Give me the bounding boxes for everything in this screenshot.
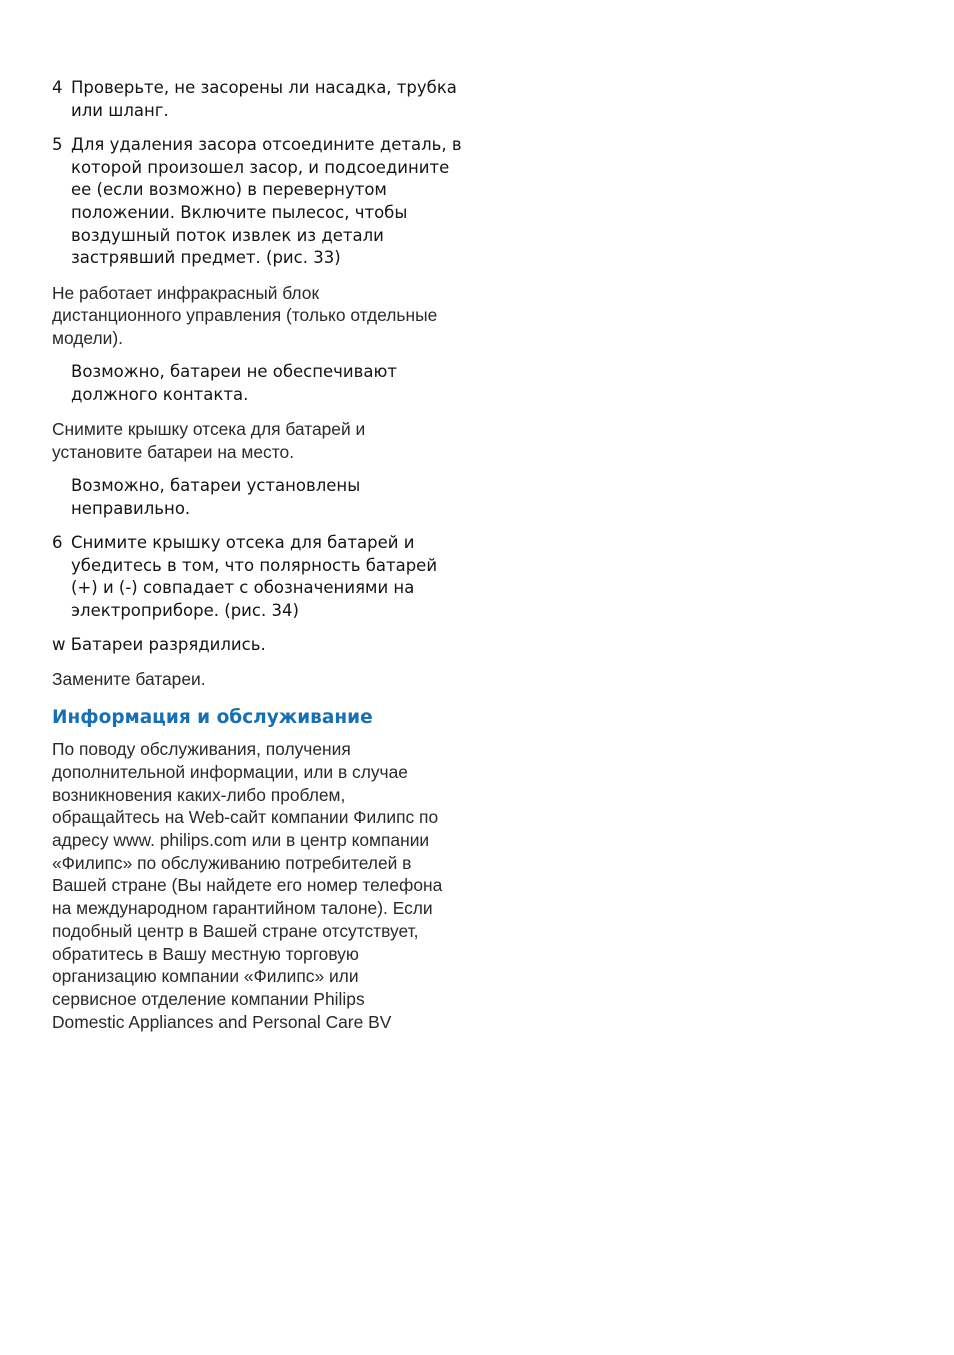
- problem-text: [52, 282, 462, 350]
- problem-line: дистанционного управления (только отдельные: [52, 305, 438, 326]
- body-line: возникновения каких-либо проблем,: [52, 784, 346, 805]
- solution-line: Снимите крышку отсека для батарей и: [52, 419, 366, 440]
- problem-line: модели).: [52, 328, 123, 349]
- step-number: 6: [52, 532, 63, 552]
- body-line: адресу www. philips.com или в центр компании: [52, 829, 430, 850]
- body-line: дополнительной информации, или в случае: [52, 761, 408, 782]
- step-line: убедитесь в том, что полярность батарей: [71, 555, 438, 575]
- solution-1: [52, 418, 462, 463]
- body-line: сервисное отделение компании Philips: [52, 988, 365, 1009]
- body-line: на международном гарантийном талоне). Если: [52, 898, 433, 919]
- body-line: организацию компании «Филипс» или: [52, 966, 359, 987]
- body-line: Вашей стране (Вы найдете его номер телефона: [52, 875, 443, 896]
- solution-line: установите батареи на место.: [52, 441, 295, 462]
- cause-1: [71, 361, 462, 406]
- step-number: 4: [52, 78, 63, 97]
- cause-line: должного контакта.: [71, 384, 249, 404]
- step-text: [71, 532, 462, 623]
- manual-page: [52, 77, 462, 1033]
- body-line: обратитесь в Вашу местную торговую: [52, 943, 359, 964]
- body-line: «Филипс» по обслуживанию потребителей в: [52, 852, 412, 873]
- step-number: 5: [52, 134, 63, 154]
- cause-line: Возможно, батареи установлены: [71, 476, 361, 496]
- step-4: [52, 77, 462, 122]
- solution-3: Замените батареи.: [52, 669, 206, 690]
- step-line: которой произошел засор, и подсоедините: [71, 157, 450, 177]
- cause-3: w Батареи разрядились.: [52, 635, 266, 655]
- step-5: [52, 134, 462, 270]
- cause-2: [71, 475, 462, 520]
- step-line: положении. Включите пылесос, чтобы: [71, 203, 408, 223]
- step-line: (+) и (-) совпадает с обозначениями на: [71, 578, 415, 598]
- body-line: обращайтесь на Web-сайт компании Филипс по: [52, 807, 439, 828]
- cause-line: Возможно, батареи не обеспечивают: [71, 362, 397, 382]
- step-line: застрявший предмет. (рис. 33): [71, 248, 341, 268]
- step-line: Для удаления засора отсоедините деталь, в: [71, 134, 462, 154]
- body-line: подобный центр в Вашей стране отсутствует,: [52, 920, 419, 941]
- step-6: [52, 532, 462, 623]
- step-line: Проверьте, не засорены ли насадка, трубка: [71, 78, 457, 97]
- section-body: [52, 738, 462, 1033]
- body-line: Domestic Appliances and Personal Care BV: [52, 1011, 392, 1032]
- step-line: воздушный поток извлек из детали: [71, 225, 384, 245]
- cause-line: неправильно.: [71, 498, 191, 518]
- step-line: или шланг.: [71, 100, 169, 120]
- step-text: [71, 77, 462, 122]
- section-heading: Информация и обслуживание: [52, 707, 373, 729]
- step-line: ее (если возможно) в перевернутом: [71, 180, 387, 200]
- problem-line: Не работает инфракрасный блок: [52, 282, 320, 303]
- body-line: По поводу обслуживания, получения: [52, 739, 351, 760]
- step-line: Снимите крышку отсека для батарей и: [71, 532, 415, 552]
- step-text: [71, 134, 462, 270]
- step-line: электроприборе. (рис. 34): [71, 601, 299, 621]
